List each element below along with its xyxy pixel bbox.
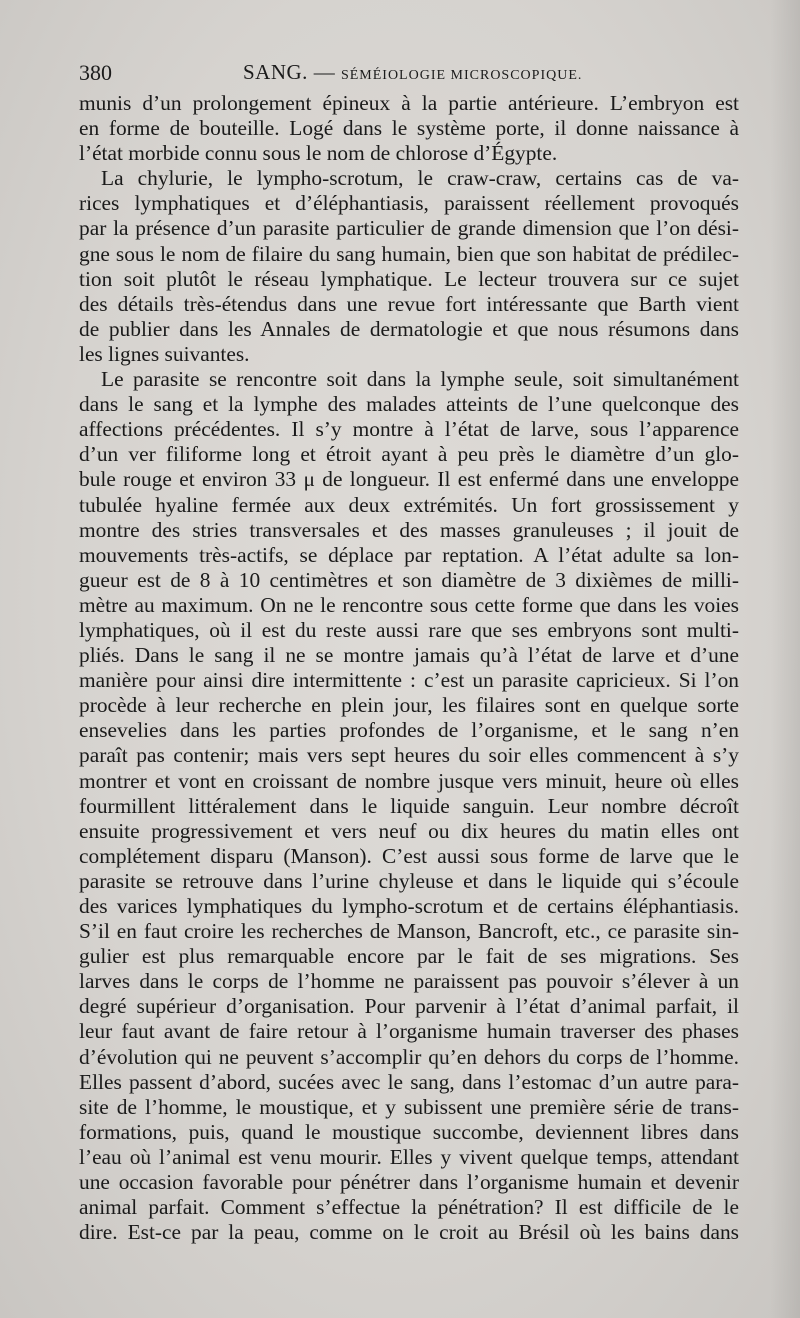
text-line: fourmillent littéralement dans le liquide sanguin. Leur nombre décroît	[79, 793, 739, 818]
text-line: une occasion favorable pour pénétrer dans l’organisme humain et devenir	[79, 1170, 739, 1195]
text-line: montre des stries transversales et des masses granuleuses ; il jouit de	[79, 517, 739, 542]
text-line: leur faut avant de faire retour à l’organisme humain traverser des phases	[79, 1019, 739, 1044]
text-line: complétement disparu (Manson). C’est aussi sous forme de larve que le	[79, 843, 739, 868]
running-title-sub: SÉMÉIOLOGIE MICROSCOPIQUE.	[340, 68, 583, 83]
text-line: ensuite progressivement et vers neuf ou dix heures du matin elles ont	[79, 818, 739, 843]
text-line: Elles passent d’abord, sucées avec le sang, dans l’estomac d’un autre para-	[79, 1069, 739, 1094]
text-line: site de l’homme, le moustique, et y subissent une première série de trans-	[79, 1094, 739, 1119]
running-title-main: SANG.	[243, 60, 308, 84]
text-line: gueur est de 8 à 10 centimètres et son diamètre de 3 dixièmes de milli-	[79, 567, 739, 592]
running-title-separator: —	[313, 60, 336, 84]
text-line: en forme de bouteille. Logé dans le système porte, il donne naissance à	[79, 116, 739, 141]
text-line: paraît pas contenir; mais vers sept heures du soir elles commencent à s’y	[79, 743, 739, 768]
text-line: de publier dans les Annales de dermatologie et que nous résumons dans	[79, 316, 739, 341]
text-line: par la présence d’un parasite particulier de grande dimension que l’on dési-	[79, 216, 739, 241]
text-line: dire. Est-ce par la peau, comme on le croit au Brésil où les bains dans	[79, 1220, 739, 1245]
text-line: animal parfait. Comment s’effectue la pénétration? Il est difficile de le	[79, 1195, 739, 1220]
page-number: 380	[79, 60, 112, 85]
text-line: pliés. Dans le sang il ne se montre jamais qu’à l’état de larve et d’une	[79, 643, 739, 668]
text-line: des varices lymphatiques du lympho-scrotum et de certains éléphantiasis.	[79, 894, 739, 918]
text-line: procède à leur recherche en plein jour, les filaires sont en quelque sorte	[79, 693, 739, 718]
text-line: affections précédentes. Il s’y montre à l’état de larve, sous l’apparence	[79, 417, 739, 442]
text-line: larves dans le corps de l’homme ne paraissent pas pouvoir s’élever à un	[79, 969, 739, 994]
text-line: munis d’un prolongement épineux à la partie antérieure. L’embryon est	[79, 91, 739, 115]
running-head	[79, 56, 739, 90]
text-line: parasite se retrouve dans l’urine chyleuse et dans le liquide qui s’écoule	[79, 868, 739, 893]
text-line: lymphatiques, où il est du reste aussi rare que ses embryons sont multi-	[79, 617, 739, 642]
text-line: gne sous le nom de filaire du sang humain, bien que son habitat de prédilec-	[79, 241, 739, 266]
text-line: mouvements très-actifs, se déplace par reptation. A l’état adulte sa lon-	[79, 542, 739, 567]
text-line: ensevelies dans les parties profondes de l’organisme, et le sang n’en	[79, 718, 739, 743]
running-title	[243, 60, 582, 85]
text-line: manière pour ainsi dire intermittente : c’est un parasite capricieux. Si l’on	[79, 668, 739, 693]
text-line: dans le sang et la lymphe des malades atteints de l’une quelconque des	[79, 392, 739, 417]
text-line: d’un ver filiforme long et étroit ayant à peu près le diamètre d’un glo-	[79, 442, 739, 467]
text-line: degré supérieur d’organisation. Pour parvenir à l’état d’animal parfait, il	[79, 994, 739, 1019]
text-line: La chylurie, le lympho-scrotum, le craw-craw, certains cas de va-	[101, 166, 739, 191]
text-line: mètre au maximum. On ne le rencontre sous cette forme que dans les voies	[79, 592, 739, 617]
text-line: l’eau où l’animal est venu mourir. Elles y vivent quelque temps, attendant	[79, 1144, 739, 1169]
text-line: montrer et vont en croissant de nombre jusque vers minuit, heure où elles	[79, 768, 739, 793]
text-line: tion soit plutôt le réseau lymphatique. Le lecteur trouvera sur ce sujet	[79, 266, 739, 291]
text-line: d’évolution qui ne peuvent s’accomplir qu’en dehors du corps de l’homme.	[79, 1044, 739, 1069]
text-line: Le parasite se rencontre soit dans la lymphe seule, soit simultanément	[101, 367, 739, 392]
text-line: formations, puis, quand le moustique succombe, deviennent libres dans	[79, 1119, 739, 1144]
text-line: tubulée hyaline fermée aux deux extrémités. Un fort grossissement y	[79, 492, 739, 517]
text-line: les lignes suivantes.	[79, 341, 250, 366]
text-line: l’état morbide connu sous le nom de chlorose d’Égypte.	[79, 141, 558, 166]
text-line: gulier est plus remarquable encore par le fait de ses migrations. Ses	[79, 944, 739, 969]
text-line: des détails très-étendus dans une revue fort intéressante que Barth vient	[79, 291, 739, 316]
text-line: S’il en faut croire les recherches de Manson, Bancroft, etc., ce parasite sin-	[79, 919, 739, 944]
text-line: rices lymphatiques et d’éléphantiasis, paraissent réellement provoqués	[79, 191, 739, 216]
page-edge-shadow	[770, 0, 800, 1318]
body-text	[79, 91, 739, 1245]
text-line: bule rouge et environ 33 μ de longueur. Il est enfermé dans une enveloppe	[79, 467, 739, 492]
